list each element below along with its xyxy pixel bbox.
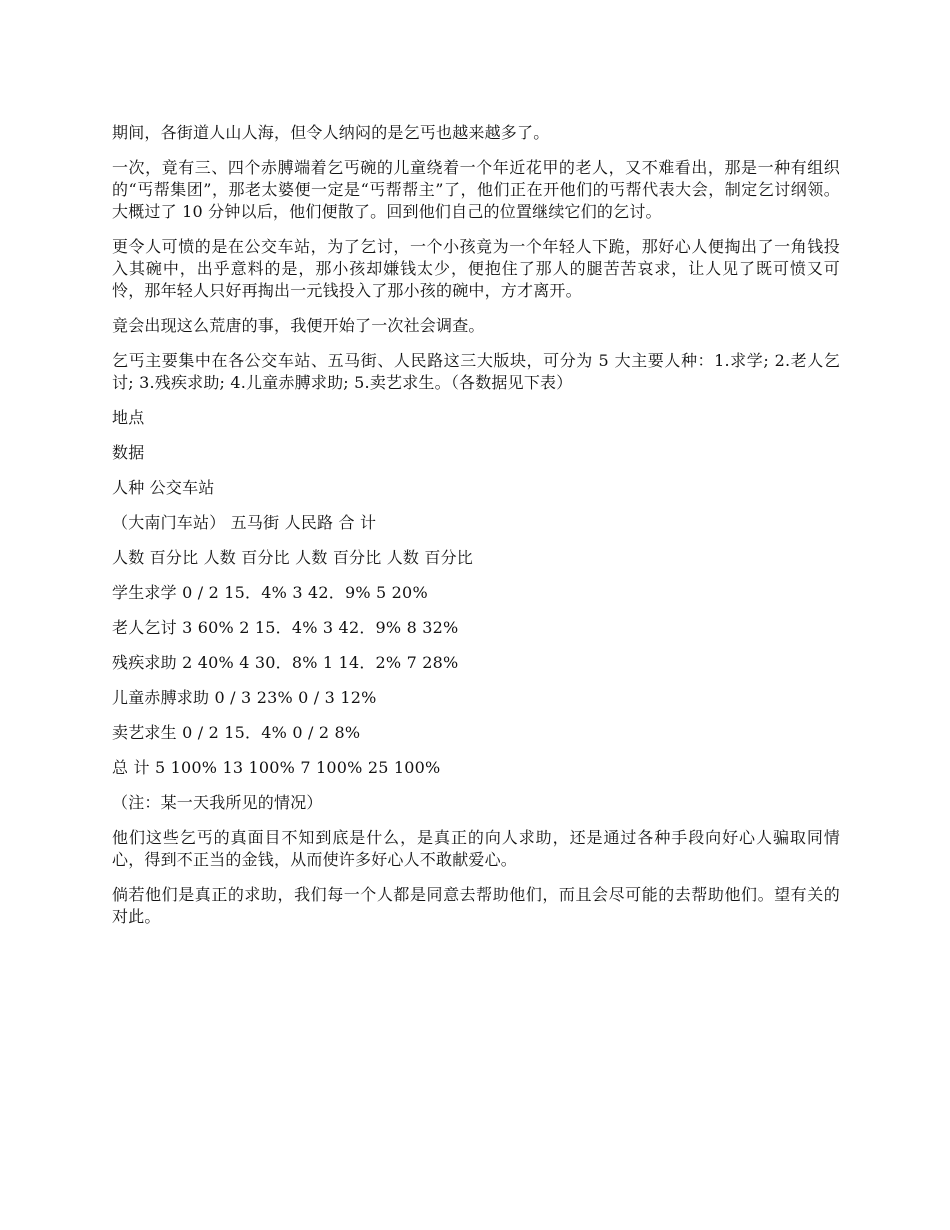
table-line-header-3: 人数 百分比 人数 百分比 人数 百分比 人数 百分比: [112, 548, 474, 567]
document-body: [112, 122, 840, 941]
table-line-location: 地点: [112, 408, 145, 427]
table-line-header-1: 人种 公交车站: [112, 478, 215, 497]
paragraph-intro: 期间，各街道人山人海，但令人纳闷的是乞丐也越来越多了。: [112, 123, 550, 142]
paragraph-beggar-group: 一次，竟有三、四个赤膊端着乞丐碗的儿童绕着一个年近花甲的老人，又不难看出，那是一种有组织的“丐帮集团”，那老太婆便一定是“丐帮帮主”了，他们正在开他们的丐帮代表大会，制定乞讨纲领。大概过了 10 分钟以后，他们便散了。回到他们自己的位置继续它们的乞讨。: [112, 158, 840, 221]
paragraph-conclusion: 倘若他们是真正的求助，我们每一个人都是同意去帮助他们，而且会尽可能的去帮助他们。望有关的对此。: [112, 885, 840, 926]
table-row-children: 儿童赤膊求助 0 / 3 23% 0 / 3 12%: [112, 688, 377, 707]
table-row-students: 学生求学 0 / 2 15．4% 3 42．9% 5 20%: [112, 583, 428, 602]
paragraph-reflection: 他们这些乞丐的真面目不知到底是什么，是真正的向人求助，还是通过各种手段向好心人骗取同情心，得到不正当的金钱，从而使许多好心人不敢献爱心。: [112, 828, 840, 869]
paragraph-categories: 乞丐主要集中在各公交车站、五马街、人民路这三大版块，可分为 5 大主要人种：1.求学; 2.老人乞讨; 3.残疾求助; 4.儿童赤膊求助; 5.卖艺求生。（各数据见下表）: [112, 351, 840, 392]
table-line-data: 数据: [112, 443, 145, 462]
table-row-total: 总 计 5 100% 13 100% 7 100% 25 100%: [112, 758, 441, 777]
paragraph-bus-station: 更令人可愤的是在公交车站，为了乞讨，一个小孩竟为一个年轻人下跪，那好心人便掏出了一角钱投入其碗中，出乎意料的是，那小孩却嫌钱太少，便抱住了那人的腿苦苦哀求，让人见了既可愤又可怜，那年轻人只好再掏出一元钱投入了那小孩的碗中，方才离开。: [112, 237, 840, 300]
table-row-disabled: 残疾求助 2 40% 4 30．8% 1 14．2% 7 28%: [112, 653, 459, 672]
table-row-performers: 卖艺求生 0 / 2 15．4% 0 / 2 8%: [112, 723, 361, 742]
paragraph-survey-start: 竟会出现这么荒唐的事，我便开始了一次社会调查。: [112, 316, 485, 335]
table-row-elderly: 老人乞讨 3 60% 2 15．4% 3 42．9% 8 32%: [112, 618, 459, 637]
table-line-header-2: （大南门车站） 五马街 人民路 合 计: [112, 513, 377, 532]
table-note: （注：某一天我所见的情况）: [112, 793, 323, 812]
